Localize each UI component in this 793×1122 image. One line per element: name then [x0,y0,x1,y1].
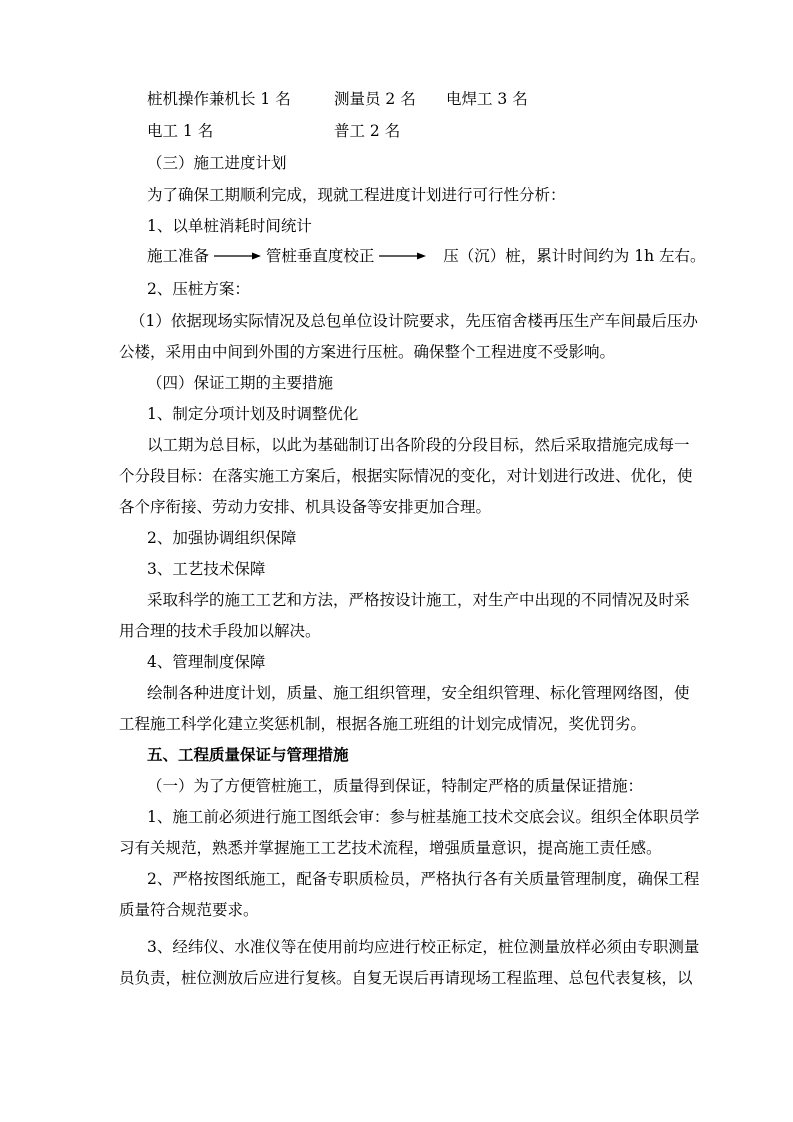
process-flow [147,246,705,266]
section4-measure3-title: 3、工艺技术保障 [147,560,266,578]
section5-p2-line2: 质量符合规范要求。 [119,901,259,919]
section3-point2-line2: 公楼，采用由中间到外围的方案进行压桩。确保整个工程进度不受影响。 [119,343,616,361]
section3-point2-title: 2、压桩方案： [147,280,250,298]
flow-arrow-icon [214,251,261,261]
section4-measure4-title: 4、管理制度保障 [147,653,266,671]
section5-p3-line1: 3、经纬仪、水准仪等在使用前均应进行校正标定，桩位测量放样必须由专职测量 [147,938,700,956]
section5-heading: 五、工程质量保证与管理措施 [147,745,349,764]
staff-row-2 [147,121,401,141]
flow-step-piling: 压（沉）桩，累计时间约为 1h 左右。 [443,247,706,265]
section4-measure1-line1: 以工期为总目标，以此为基础制订出各阶段的分段目标，然后采取措施完成每一 [147,436,690,454]
section5-p1-line1: 1、施工前必须进行施工图纸会审：参与桩基施工技术交底会议。组织全体职员学 [147,808,700,826]
staff-pile-operator: 桩机操作兼机长 1 名 [147,90,291,108]
section4-measure1-line3: 各个序衔接、劳动力安排、机具设备等安排更加合理。 [119,498,492,516]
section3-point1-title: 1、以单桩消耗时间统计 [147,217,312,235]
section5-p3-line2: 员负责，桩位测放后应进行复核。自复无误后再请现场工程监理、总包代表复核，以 [119,969,693,987]
staff-welder: 电焊工 3 名 [446,90,528,108]
section4-measure1-line2: 个分段目标：在落实施工方案后，根据实际情况的变化，对计划进行改进、优化，使 [119,467,693,485]
flow-arrow-icon [379,251,426,261]
section4-measure3-line2: 用合理的技术手段加以解决。 [119,622,321,640]
staff-laborer: 普工 2 名 [334,122,401,140]
section4-measure3-line1: 采取科学的施工工艺和方法，严格按设计施工，对生产中出现的不同情况及时采 [147,591,690,609]
section4-measure1-title: 1、制定分项计划及时调整优化 [147,405,359,423]
section3-point2-line1: （1）依据现场实际情况及总包单位设计院要求，先压宿舍楼再压生产车间最后压办 [130,312,698,330]
section4-measure4-line2: 工程施工科学化建立奖惩机制，根据各施工班组的计划完成情况，奖优罚劣。 [119,715,647,733]
flow-step-prep: 施工准备 [147,247,210,265]
section4-measure2-title: 2、加强协调组织保障 [147,529,297,547]
flow-step-verticality: 管桩垂直度校正 [265,247,375,265]
section5-p2-line1: 2、严格按图纸施工，配备专职质检员，严格执行各有关质量管理制度，确保工程 [147,870,700,888]
staff-surveyor: 测量员 2 名 [334,90,416,108]
section3-heading: （三）施工进度计划 [147,154,287,172]
section4-measure4-line1: 绘制各种进度计划，质量、施工组织管理，安全组织管理、标化管理网络图，使 [147,684,690,702]
staff-row-1 [147,89,528,109]
section5-sub1: （一）为了方便管桩施工，质量得到保证，特制定严格的质量保证措施： [147,777,644,795]
staff-electrician: 电工 1 名 [147,122,214,140]
section4-heading: （四）保证工期的主要措施 [147,374,334,392]
section3-intro: 为了确保工期顺利完成，现就工程进度计划进行可行性分析： [147,186,566,204]
section5-p1-line2: 习有关规范，熟悉并掌握施工工艺技术流程，增强质量意识，提高施工责任感。 [119,839,662,857]
